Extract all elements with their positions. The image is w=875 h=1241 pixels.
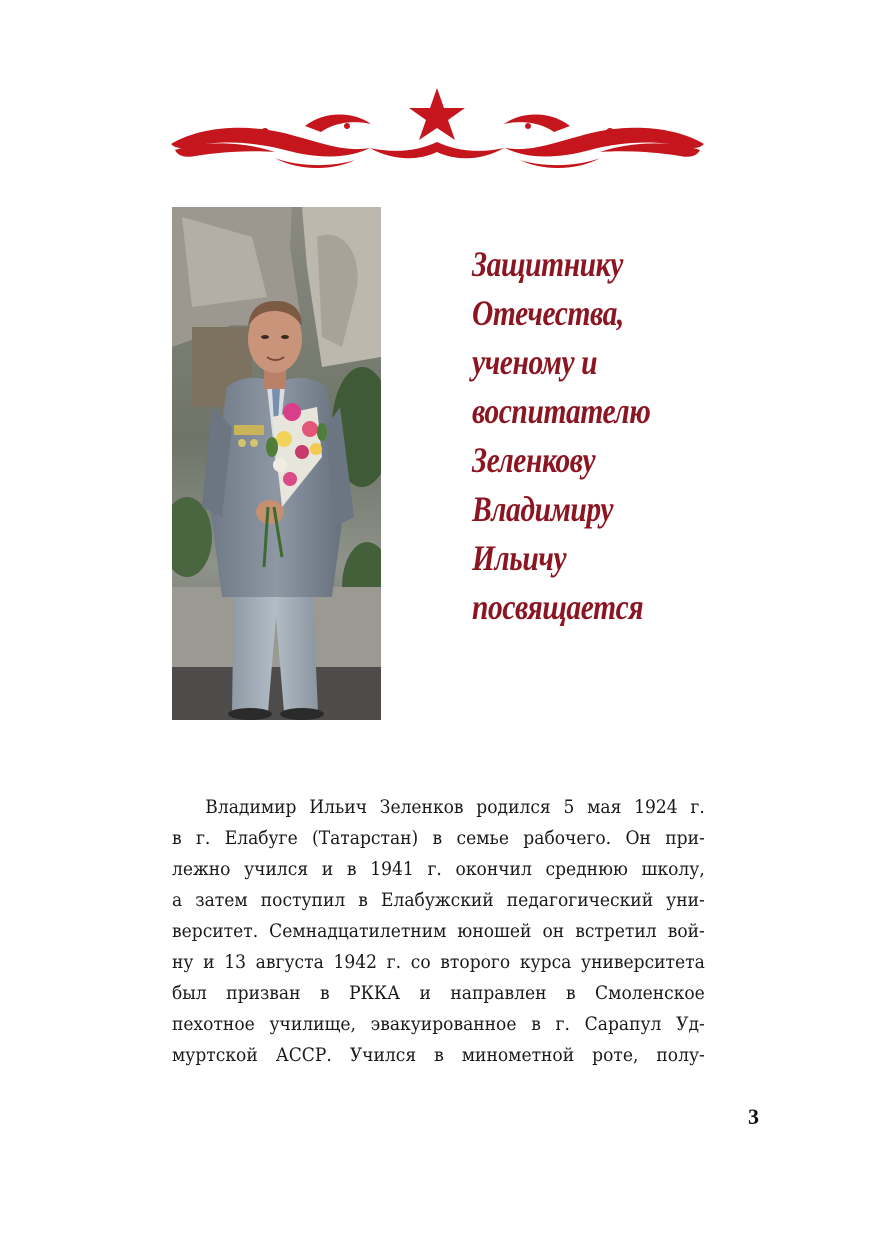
text-line: в г. Елабуге (Татарстан) в семье рабочего. Он при- xyxy=(172,827,705,849)
dedication-line: Отечества, xyxy=(472,293,624,333)
biography-paragraph xyxy=(172,792,705,1071)
page-number: 3 xyxy=(748,1104,759,1129)
dedication-line: Владимиру xyxy=(472,489,614,529)
star-icon xyxy=(409,88,465,140)
text-line: муртской АССР. Учился в минометной роте, полу- xyxy=(172,1044,705,1066)
dedication-line: Ильичу xyxy=(472,538,567,578)
red-star-ornament-icon xyxy=(165,80,710,170)
dedication-line: ученому и xyxy=(472,342,598,382)
text-line: Владимир Ильич Зеленков родился 5 мая 1924 г. xyxy=(205,796,705,818)
dedication-line: воспитателю xyxy=(472,391,651,431)
text-line: лежно учился и в 1941 г. окончил среднюю школу, xyxy=(172,858,705,880)
portrait-photo xyxy=(172,207,381,720)
text-line: верситет. Семнадцатилетним юношей он встретил вой- xyxy=(172,920,705,942)
dedication-line: Защитнику xyxy=(472,244,623,284)
text-line: пехотное училище, эвакуированное в г. Сарапул Уд- xyxy=(172,1013,705,1035)
text-line: был призван в РККА и направлен в Смоленское xyxy=(172,982,705,1004)
text-line: ну и 13 августа 1942 г. со второго курса университета xyxy=(172,951,705,973)
dedication xyxy=(472,240,772,632)
dedication-line: Зеленкову xyxy=(472,440,596,480)
text-line: а затем поступил в Елабужский педагогический уни- xyxy=(172,889,705,911)
dedication-line: посвящается xyxy=(472,587,644,627)
